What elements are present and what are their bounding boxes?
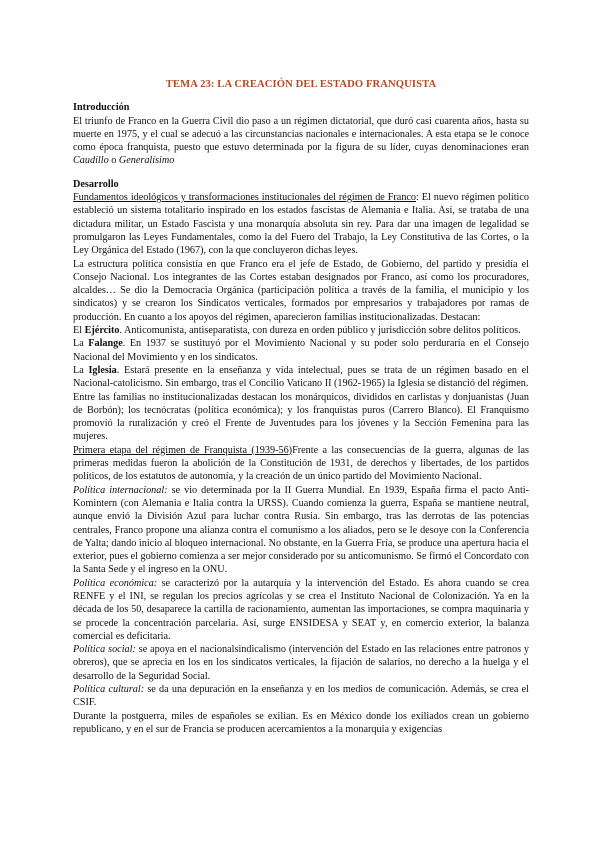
- iglesia-paragraph: [73, 364, 529, 391]
- ejercito-paragraph: [73, 324, 529, 337]
- page-title: TEMA 23: LA CREACIÓN DEL ESTADO FRANQUISTA: [165, 79, 437, 90]
- politica-cultural-text: se da una depuración en la enseñanza y en los medios de comunicación. Además, se crea el CSIF.: [73, 684, 530, 709]
- ejercito-label: Ejército: [84, 325, 120, 337]
- falange-pre: La: [73, 338, 89, 350]
- familias-paragraph: Entre las familias no institucionalizadas destacan los monárquicos, divididos en carlistas y donjuanistas (Juan de Borbón); los tecnócratas (política económica); y los franquistas puros (Carrero Blanco). El Franquismo promovió la ruralización y creó el Frente de Juventudes para los jóvenes y la Sección Femenina para las mujeres.: [73, 391, 529, 443]
- politica-cultural-label: Política cultural:: [73, 684, 145, 696]
- politica-economica-text: se caracterizó por la autarquía y la intervención del Estado. Es ahora cuando se crea RENFE y el INI, se regulan los precios agrícolas y se crea el Instituto Nacional de Colonización. Ya en la década de los 50, desaparece la cartilla de racionamiento, aumentan las importaciones, se compra maquinaria y se procede la concentración parcelaria. Así, surge ENSIDESA y SEAT y, en comercio exterior, la balanza comercial es deficitaria.: [73, 577, 529, 642]
- politica-social-text: se apoya en el nacionalsindicalismo (intervención del Estado en las relaciones entre patronos y obreros), que se aprecia en los en los sindicatos verticales, la fijación de salarios, no derecho a la huelga y el desarrollo de la Seguridad Social.: [73, 644, 530, 682]
- iglesia-label: Iglesia: [88, 364, 117, 376]
- iglesia-pre: La: [73, 364, 89, 376]
- ejercito-text: . Anticomunista, antiseparatista, con dureza en orden público y jurisdicción sobre delitos políticos.: [119, 325, 521, 337]
- intro-conj: o: [108, 155, 119, 167]
- primera-etapa-text: Frente a las consecuencias de la guerra, algunas de las primeras medidas fueron la abolición de la Constitución de 1931, de derechos y libertades, de los partidos políticos, de los estatutos de autonomía, y la creación de un único partido del Movimiento Nacional.: [73, 444, 529, 483]
- intro-heading: Introducción: [73, 102, 130, 114]
- politica-internacional-text: se vio determinada por la II Guerra Mundial. En 1939, España firma el pacto Anti-Komintern (con Alemania e Italia contra la URSS). Cuando comienza la guerra, España se mantiene neutral, aunque envió la División Azul para luchar contra Rusia. Sin embargo, tras las derrotas de las potencias centrales, Franco propone una alianza contra el comunismo a los aliados, pero se le desoye con la Conferencia de Yalta; dando inicio al bloqueo internacional. No obstante, en la Guerra Fría, se produce una apertura hacia el exterior, pues el gobierno comienza a ser mejor considerado por su anticomunismo. Se firmó el Concordato con la Santa Sede y el ingreso en la ONU.: [73, 484, 529, 576]
- iglesia-text: . Estará presente en la enseñanza y vida intelectual, pues se trata de un régimen basado en el Nacional-catolicismo. Sin embargo, tras el Concilio Vaticano II (1962-1965) la Iglesia se distanció del régimen.: [73, 364, 529, 390]
- politica-cultural-paragraph: [73, 683, 529, 710]
- postguerra-paragraph: Durante la postguerra, miles de españoles se exilian. Es en México donde los exiliados crean un gobierno republicano, y en el sur de Francia se producen acercamientos a la monarquía y exigencias: [73, 710, 529, 735]
- falange-paragraph: [73, 337, 529, 364]
- ejercito-pre: El: [73, 325, 85, 337]
- development-heading: Desarrollo: [73, 178, 119, 190]
- primera-etapa-paragraph: [73, 444, 529, 484]
- politica-social-label: Política social:: [73, 644, 136, 656]
- document-page: [73, 78, 529, 736]
- politica-economica-label: Política económica:: [73, 577, 158, 589]
- politica-internacional-paragraph: [73, 484, 529, 577]
- intro-paragraph: [73, 115, 529, 168]
- politica-internacional-label: Política internacional:: [73, 484, 168, 496]
- intro-text: El triunfo de Franco en la Guerra Civil dio paso a un régimen dictatorial, que duró casi cuarenta años, hasta su muerte en 1975, y el cual se adecuó a las circunstancias nacionales e internacionales. A esta etapa se le conoce como época franquista, puesto que estuvo determinada por la figura de su líder, cuyas denominaciones eran: [73, 115, 529, 154]
- estructura-paragraph: La estructura política consistía en que Franco era el jefe de Estado, de Gobierno, del partido y presidía el Consejo Nacional. Los integrantes de las Cortes estaban designados por Franco, así como los procuradores, alcaldes… Se dio la Democracia Orgánica (participación política a través de la familia, el municipio y los sindicatos) y se crearon los Sindicatos verticales, formados por empresarios y trabajadores por ramas de producción. En cuanto a los apoyos del régimen, aparecieron familias institucionalizadas. Destacan:: [73, 258, 529, 323]
- fundamentos-text: : El nuevo régimen político estableció un sistema totalitario inspirado en los estados fascistas de Alemania e Italia. Así, se trataba de una dictadura militar, un Estado Fascista y una monarquía absoluta sin rey. Para dar una imagen de legalidad se promulgaron las Leyes Fundamentales, como la del Fuero del Trabajo, la Ley Constitutiva de las Cortes, o la Ley Orgánica del Estado (1967), con la que concluyeron dichas leyes.: [73, 192, 529, 257]
- falange-text: . En 1937 se sustituyó por el Movimiento Nacional y su poder solo perduraría en el Consejo Nacional del Movimiento y en los sindicatos.: [73, 338, 529, 363]
- politica-social-paragraph: [73, 643, 529, 683]
- fundamentos-paragraph: [73, 191, 529, 257]
- primera-etapa-title: Primera etapa del régimen de Franquista (1939-56): [73, 444, 293, 456]
- term-caudillo: Caudillo: [73, 155, 109, 167]
- falange-label: Falange: [88, 338, 123, 350]
- politica-economica-paragraph: [73, 577, 529, 643]
- term-generalisimo: Generalísimo: [118, 155, 175, 167]
- fundamentos-title: Fundamentos ideológicos y transformaciones institucionales del régimen de Franco: [73, 192, 417, 204]
